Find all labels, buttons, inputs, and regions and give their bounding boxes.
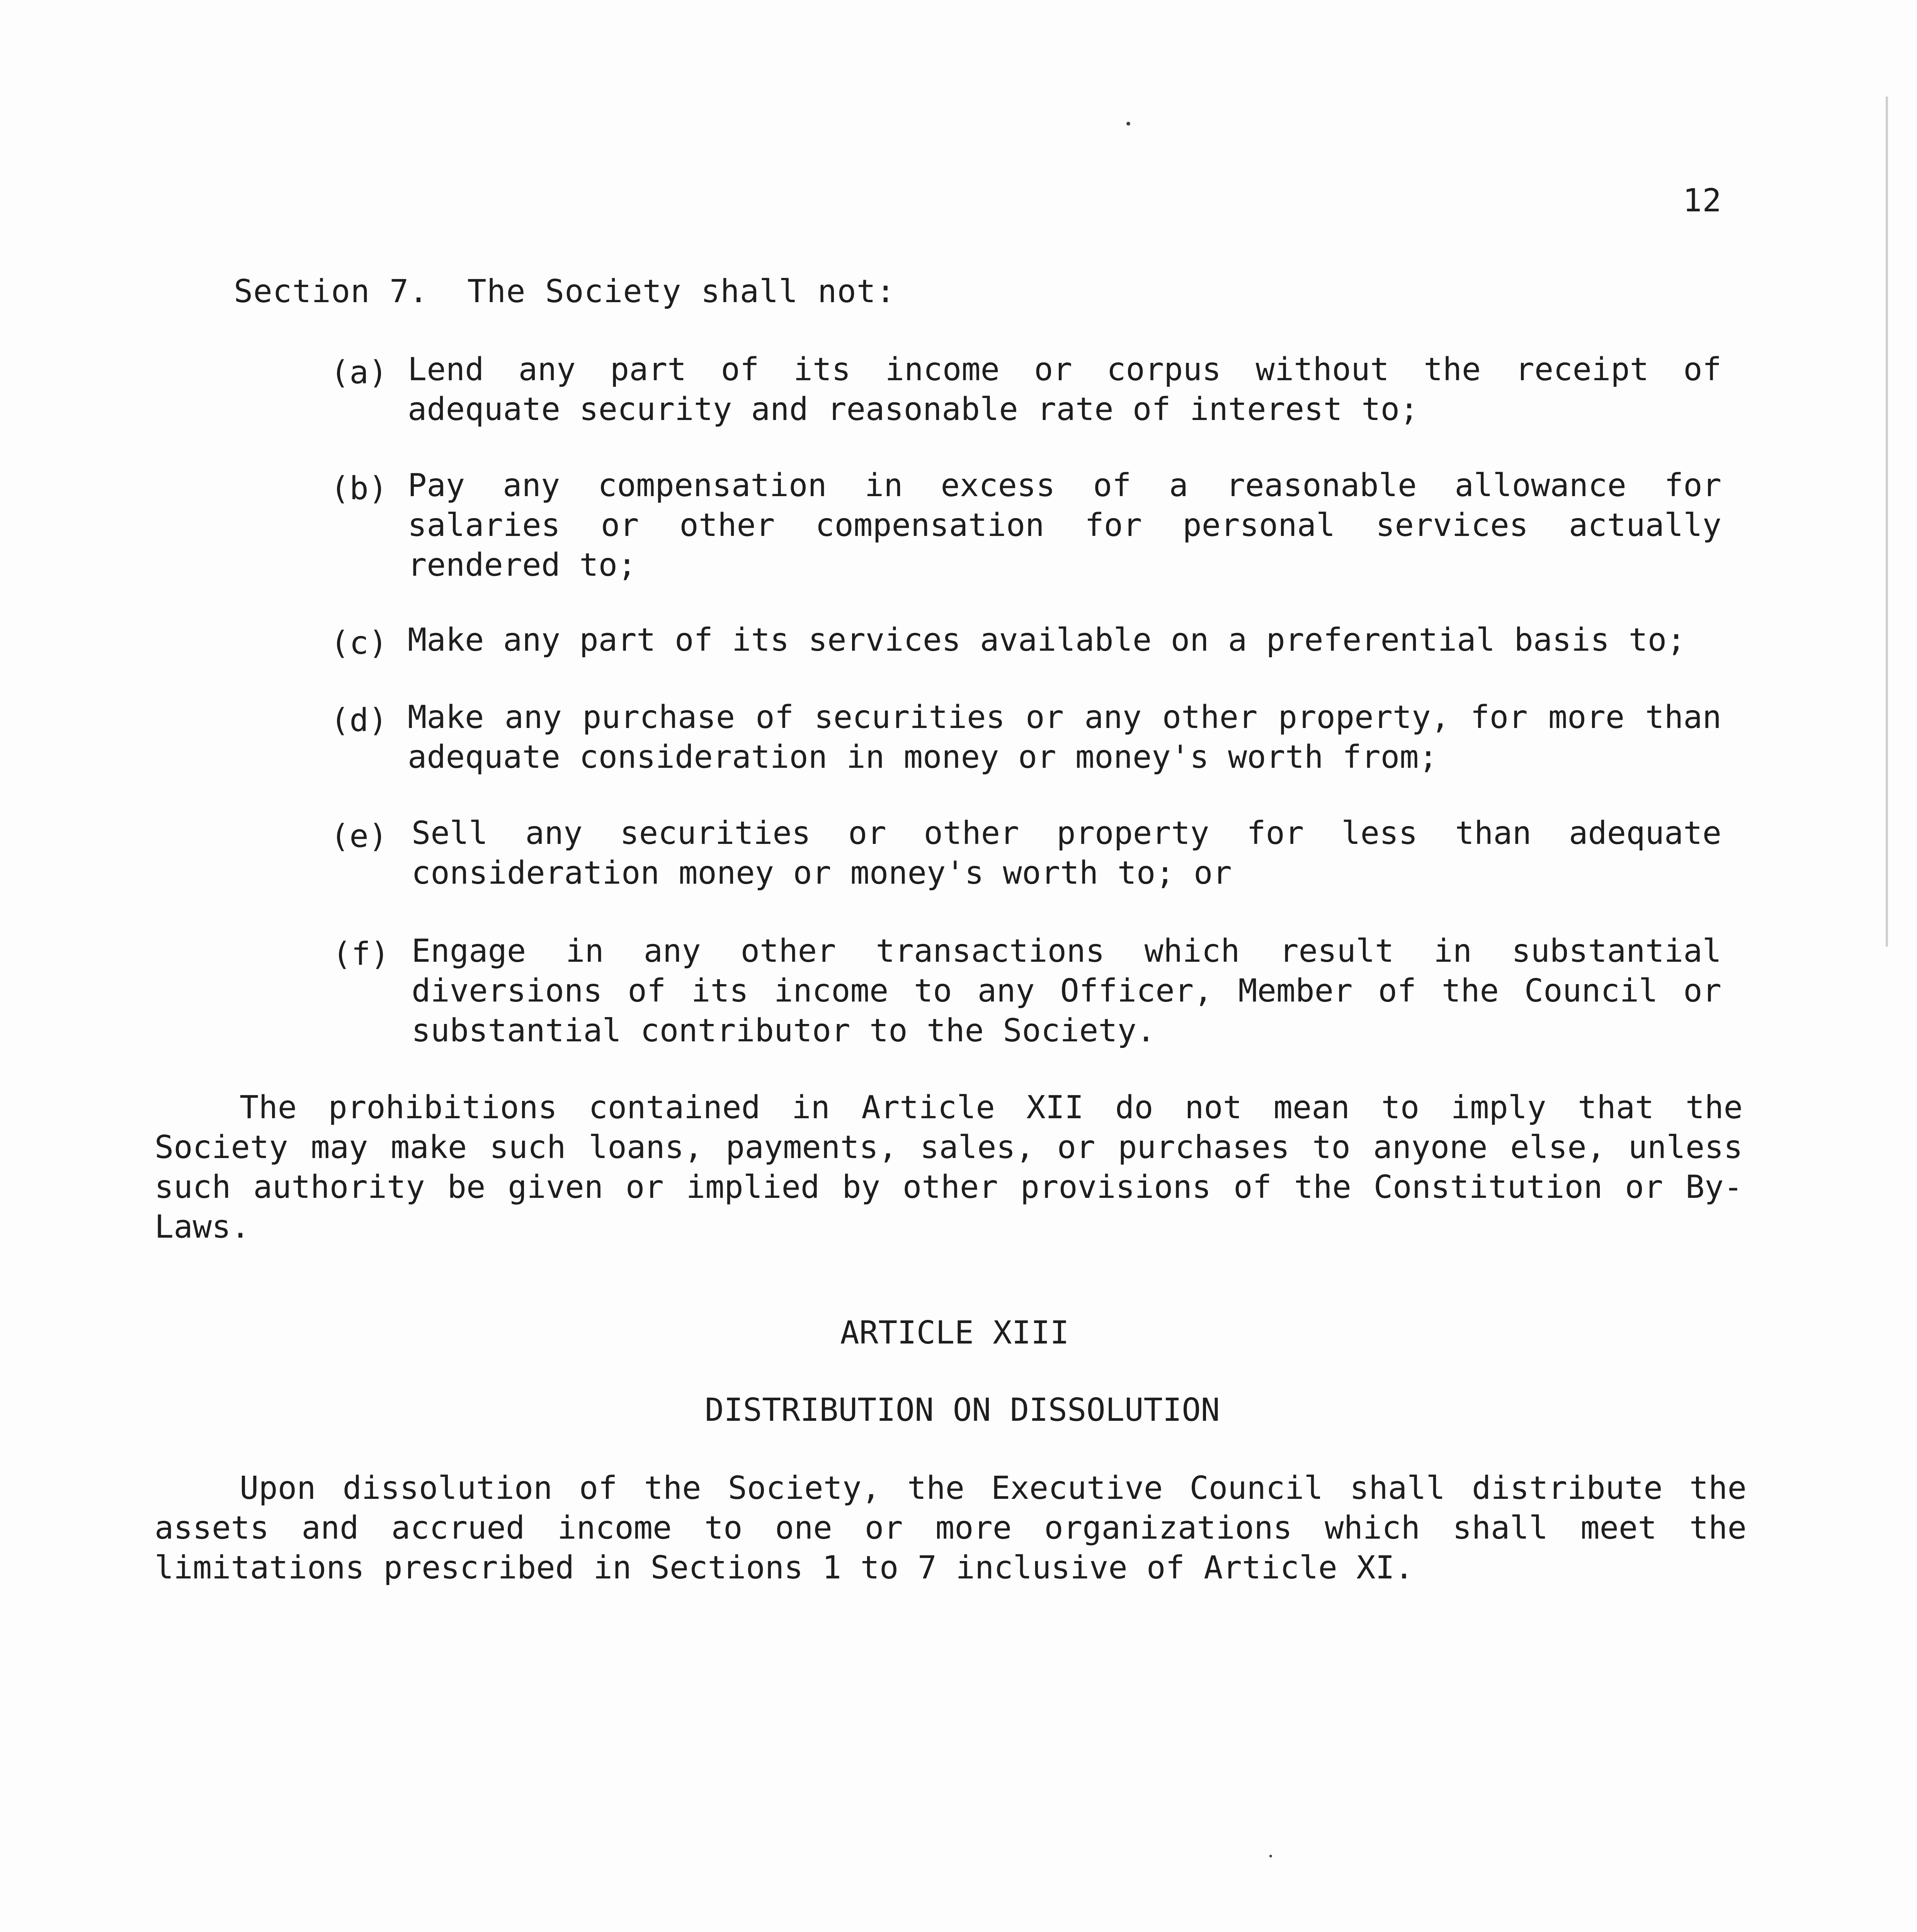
article-subtitle: DISTRIBUTION ON DISSOLUTION xyxy=(705,1392,1220,1429)
prohibitions-paragraph-text: The prohibitions contained in Article XII do not mean to imply that the Society may make such loans, payments, sales, or purchases to anyone else, unless such authority be given or implied by other provisions of the Constitution or By-Laws. xyxy=(155,1089,1743,1245)
item-text-b: Pay any compensation in excess of a reasonable allowance for salaries or other compensation for personal services actually rendered to; xyxy=(408,467,1721,583)
item-letter-f: (f) xyxy=(332,936,390,973)
section-heading: Section 7. The Society shall not: xyxy=(234,273,896,310)
prohibitions-paragraph xyxy=(155,1088,1743,1247)
item-letter-b: (b) xyxy=(330,470,388,507)
item-letter-c: (c) xyxy=(330,625,388,662)
scan-speck xyxy=(1126,122,1130,126)
scan-speck xyxy=(1269,1855,1272,1857)
item-letter-e: (e) xyxy=(330,818,388,855)
dissolution-paragraph-text: Upon dissolution of the Society, the Executive Council shall distribute the assets and accrued income to one or more organizations which shall meet the limitations prescribed in Sections 1 to 7 inclusive of Article XI. xyxy=(155,1470,1747,1586)
page-number: 12 xyxy=(1683,182,1722,219)
item-text-a: Lend any part of its income or corpus without the receipt of adequate security and reasonable rate of interest to; xyxy=(408,351,1721,428)
item-text-c: Make any part of its services available on a preferential basis to; xyxy=(408,622,1686,658)
item-letter-d: (d) xyxy=(330,702,388,739)
article-title: ARTICLE XIII xyxy=(840,1315,1069,1351)
item-text-d: Make any purchase of securities or any other property, for more than adequate consideration in money or money's worth from; xyxy=(408,699,1721,776)
dissolution-paragraph xyxy=(155,1468,1747,1588)
item-text-f: Engage in any other transactions which result in substantial diversions of its income to any Officer, Member of the Council or substantial contributor to the Society. xyxy=(412,933,1721,1049)
item-letter-a: (a) xyxy=(330,354,388,391)
scan-edge-shadow xyxy=(1886,97,1888,947)
item-text-e: Sell any securities or other property for less than adequate consideration money or money's worth to; or xyxy=(412,815,1721,891)
